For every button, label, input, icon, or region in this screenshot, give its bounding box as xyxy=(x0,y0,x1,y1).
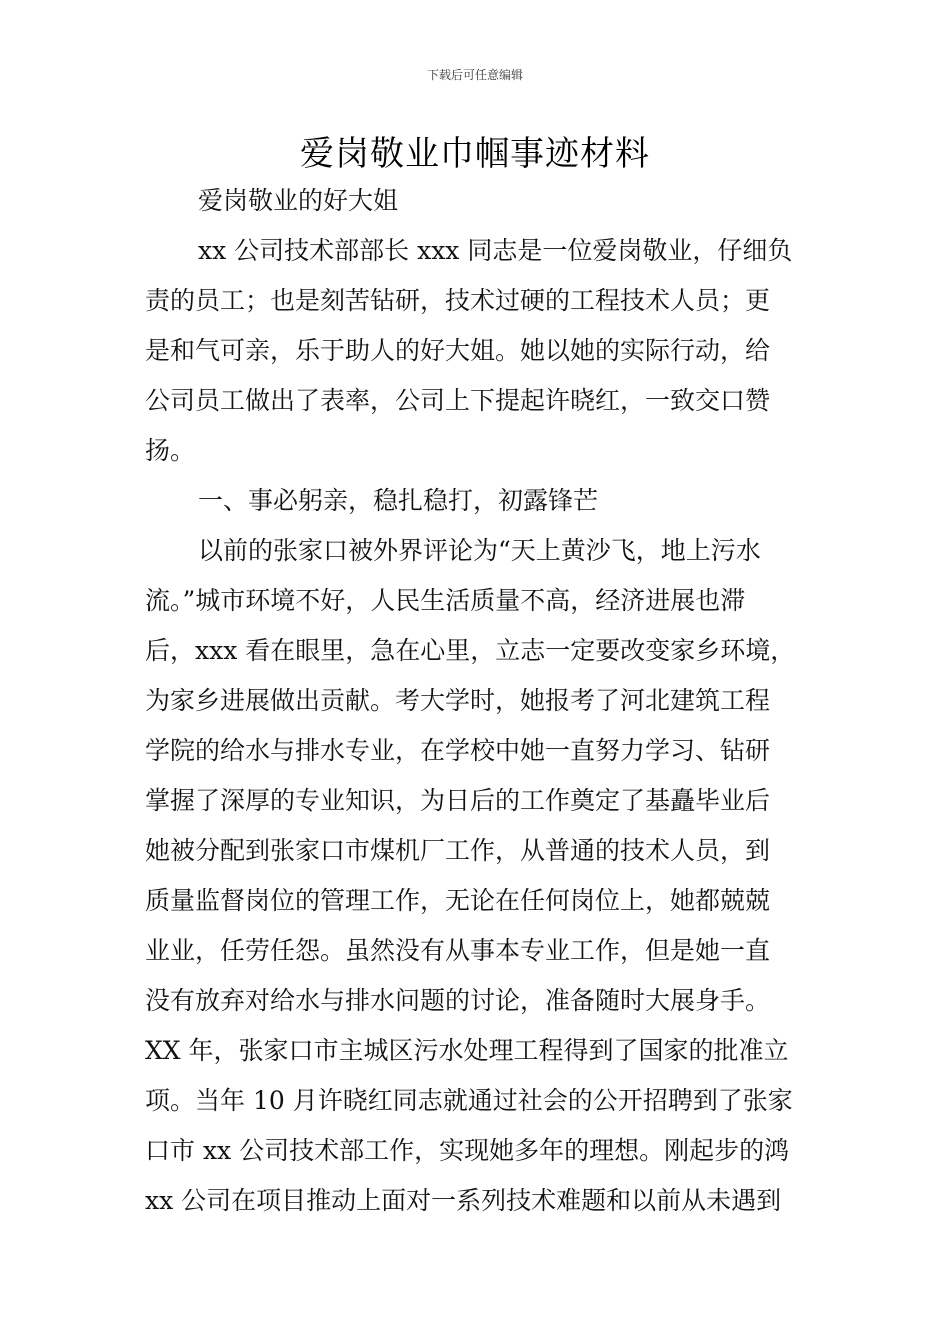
paragraph-line: 业业，任劳任怨。虽然没有从事本专业工作，但是她一直 xyxy=(145,936,771,965)
section-heading: 一、事必躬亲，稳扎稳打，初露锋芒 xyxy=(198,486,599,515)
paragraph-line: XX 年，张家口市主城区污水处理工程得到了国家的批准立 xyxy=(145,1036,789,1065)
paragraph-line: 为家乡进展做出贡献。考大学时，她报考了河北建筑工程 xyxy=(145,686,771,715)
paragraph-line: 质量监督岗位的管理工作，无论在任何岗位上，她都兢兢 xyxy=(145,886,771,915)
paragraph-line: 学院的给水与排水专业，在学校中她一直努力学习、钻研 xyxy=(145,736,771,765)
paragraph-line: 责的员工；也是刻苦钻研，技术过硬的工程技术人员；更 xyxy=(145,286,771,315)
paragraph-line: xx 公司在项目推动上面对一系列技术难题和以前从未遇到 xyxy=(145,1186,782,1215)
paragraph-line: 是和气可亲，乐于助人的好大姐。她以她的实际行动，给 xyxy=(145,336,771,365)
paragraph-line: 没有放弃对给水与排水问题的讨论，准备随时大展身手。 xyxy=(145,986,771,1015)
header-note: 下载后可任意编辑 xyxy=(426,68,523,82)
paragraph-line: 她被分配到张家口市煤机厂工作，从普通的技术人员，到 xyxy=(145,836,771,865)
paragraph-line: 以前的张家口被外界评论为“天上黄沙飞，地上污水 xyxy=(198,536,761,565)
paragraph-line: 口市 xx 公司技术部工作，实现她多年的理想。刚起步的鸿 xyxy=(145,1136,790,1165)
paragraph-line: 项。当年 10 月许晓红同志就通过社会的公开招聘到了张家 xyxy=(145,1086,793,1115)
paragraph-line: 后，xxx 看在眼里，急在心里，立志一定要改变家乡环境， xyxy=(145,636,796,665)
subtitle-line: 爱岗敬业的好大姐 xyxy=(198,186,399,215)
paragraph-line: xx 公司技术部部长 xxx 同志是一位爱岗敬业，仔细负 xyxy=(198,236,793,265)
paragraph-line: 流。”城市环境不好，人民生活质量不高，经济进展也滞 xyxy=(145,586,746,615)
paragraph-line: 扬。 xyxy=(145,436,196,465)
paragraph-line: 公司员工做出了表率，公司上下提起许晓红，一致交口赞 xyxy=(145,386,771,415)
paragraph-line: 掌握了深厚的专业知识，为日后的工作奠定了基矗毕业后 xyxy=(145,786,771,815)
document-title: 爱岗敬业巾帼事迹材料 xyxy=(300,134,650,174)
